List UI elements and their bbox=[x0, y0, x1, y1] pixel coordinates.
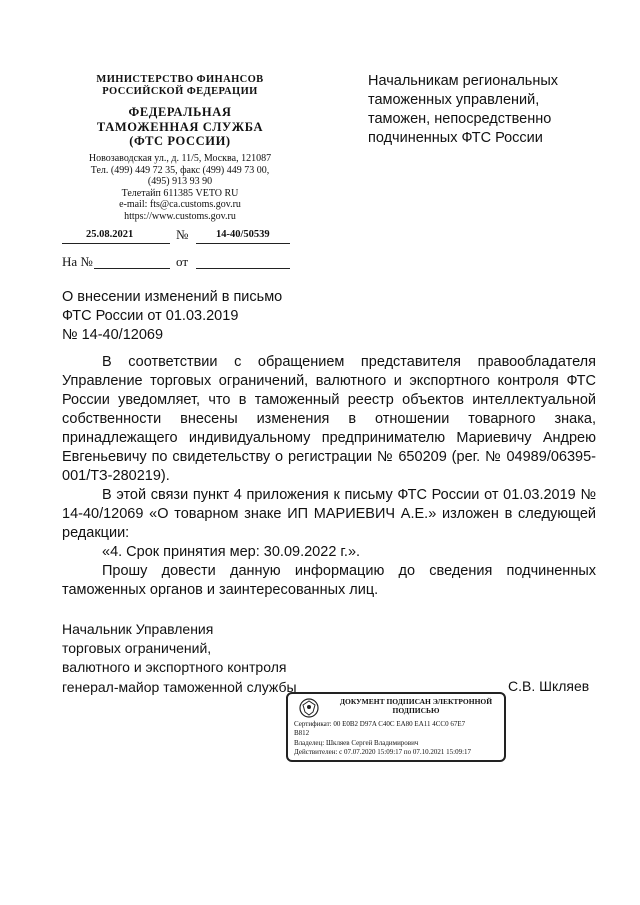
signatory-name: С.В. Шкляев bbox=[508, 678, 590, 694]
number-sign: № bbox=[176, 227, 189, 242]
subject-line: О внесении изменений в письмо bbox=[62, 289, 283, 305]
subject-line: ФТС России от 01.03.2019 bbox=[62, 308, 239, 324]
address-phone-2: (495) 913 93 90 bbox=[147, 176, 213, 188]
ref-label: На № bbox=[62, 254, 93, 269]
recipient-block bbox=[368, 72, 608, 148]
address-teletype: Телетайп 611385 VETO RU bbox=[121, 187, 239, 199]
address-street: Новозаводская ул., д. 11/5, Москва, 121087 bbox=[88, 153, 272, 164]
number-underline bbox=[196, 243, 290, 244]
body-paragraph: В соответствии с обращением представителя правообладателя Управление торговых ограничений, валютного и экспортного контроля ФТС России уведомляет, что в таможенный реестр объектов интеллектуальной собственности внесены изменения в отношении товарного знака, принадлежащего индивидуальному предпринимателю Мариевичу Андрею Евгеньевичу по свидетельству о регистрации № 650209 (рег. № 04989/06395-001/ТЗ-280219). bbox=[62, 354, 596, 484]
letter-subject bbox=[62, 288, 322, 345]
service-line-1: ФЕДЕРАЛЬНАЯ bbox=[128, 105, 232, 119]
body-paragraph: В этой связи пункт 4 приложения к письму ФТС России от 01.03.2019 № 14-40/12069 «О товарном знаке ИП МАРИЕВИЧ А.Е.» изложен в следующей редакции: bbox=[62, 487, 596, 541]
service-line-3: (ФТС РОССИИ) bbox=[129, 134, 231, 148]
from-label: от bbox=[176, 254, 189, 269]
emblem-icon bbox=[294, 697, 324, 719]
ministry-line-1: МИНИСТЕРСТВО ФИНАНСОВ bbox=[96, 74, 264, 85]
e-signature-stamp bbox=[286, 692, 506, 762]
position-line: торговых ограничений, bbox=[62, 640, 212, 657]
ref-underline bbox=[94, 268, 170, 269]
service-name bbox=[68, 105, 292, 149]
body-paragraph: Прошу довести данную информацию до сведения подчиненных таможенных органов и заинтересованных лиц. bbox=[62, 563, 596, 598]
stamp-title-line: ДОКУМЕНТ ПОДПИСАН ЭЛЕКТРОННОЙ bbox=[339, 697, 493, 706]
letter-body bbox=[62, 353, 596, 600]
address-phone: Тел. (499) 449 72 35, факс (499) 449 73 00, bbox=[90, 164, 270, 176]
ministry-name bbox=[68, 74, 292, 98]
stamp-certificate: Сертификат: 00 E0B2 D97A C40C EA80 EA11 4CC0 67E7 bbox=[294, 720, 466, 728]
date-underline bbox=[62, 243, 170, 244]
from-underline bbox=[196, 268, 290, 269]
stamp-owner: Владелец: Шкляев Сергей Владимирович bbox=[294, 739, 419, 747]
body-paragraph: «4. Срок принятия мер: 30.09.2022 г.». bbox=[102, 544, 361, 560]
stamp-title bbox=[330, 698, 502, 715]
position-line: валютного и экспортного контроля bbox=[62, 659, 287, 676]
stamp-title-line: ПОДПИСЬЮ bbox=[392, 705, 440, 715]
recipient-line: Начальникам региональных bbox=[368, 73, 559, 89]
service-line-2: ТАМОЖЕННАЯ СЛУЖБА bbox=[96, 119, 264, 134]
recipient-line: таможенных управлений, bbox=[368, 92, 540, 108]
position-line: Начальник Управления bbox=[62, 621, 214, 637]
registration-number: 14-40/50539 bbox=[216, 229, 270, 240]
sender-address bbox=[68, 153, 292, 223]
registration-date: 25.08.2021 bbox=[86, 229, 134, 240]
subject-line: № 14-40/12069 bbox=[62, 327, 164, 343]
address-website: https://www.customs.gov.ru bbox=[124, 210, 236, 222]
recipient-line: таможен, непосредственно bbox=[368, 111, 552, 127]
stamp-certificate-cont: B812 bbox=[294, 728, 310, 737]
ministry-line-2: РОССИЙСКОЙ ФЕДЕРАЦИИ bbox=[102, 86, 258, 97]
address-email: e-mail: fts@ca.customs.gov.ru bbox=[119, 199, 241, 211]
stamp-validity: Действителен: с 07.07.2020 15:09:17 по 07.10.2021 15:09:17 bbox=[294, 748, 472, 756]
recipient-line: подчиненных ФТС России bbox=[368, 130, 543, 146]
position-line: генерал-майор таможенной службы bbox=[62, 678, 297, 695]
signatory-position bbox=[62, 620, 302, 697]
